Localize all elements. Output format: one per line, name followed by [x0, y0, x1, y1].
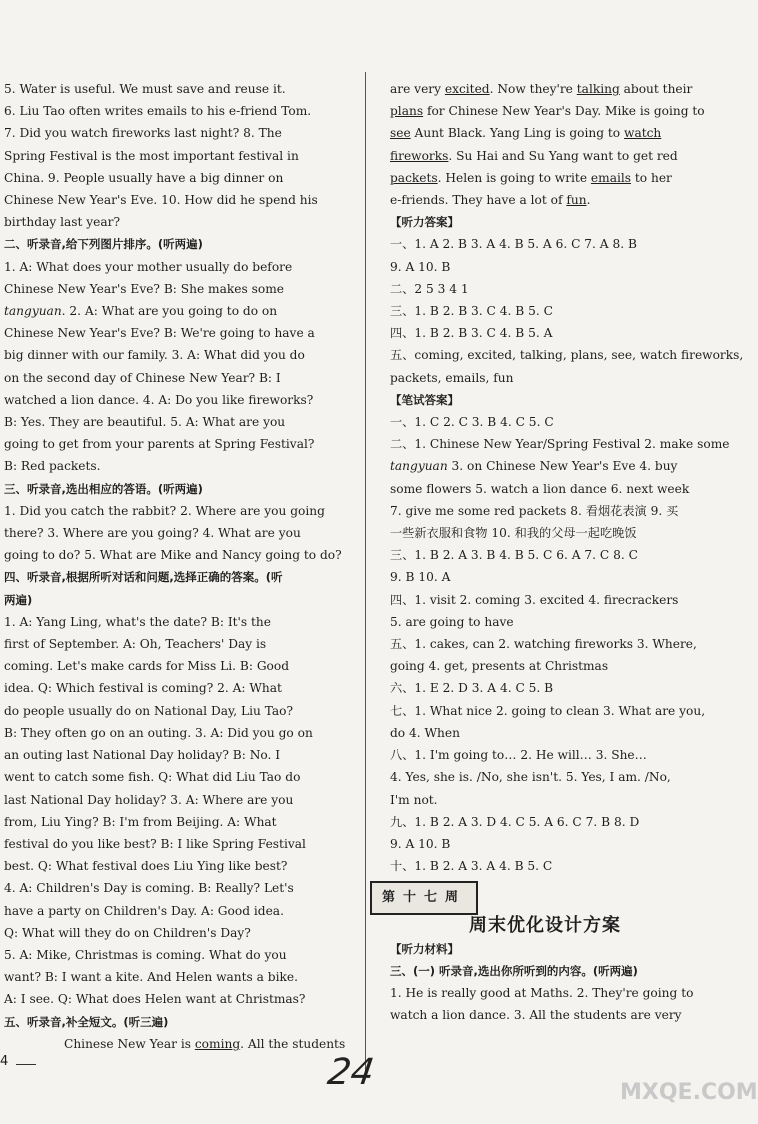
text-line: 二、1. Chinese New Year/Spring Festival 2. make some — [390, 437, 730, 452]
text-line — [390, 189, 700, 211]
text-line: festival do you like best? B: I like Spring Festival — [4, 836, 306, 851]
text-line: there? 3. Where are you going? 4. What are you — [4, 526, 301, 541]
section-heading: 四、听录音,根据所听对话和问题,选择正确的答案。(听 — [4, 570, 283, 585]
text-line: 7. Did you watch fireworks last night? 8. The — [4, 126, 282, 141]
text-line: want? B: I want a kite. And Helen wants a bike. — [4, 970, 298, 985]
text-span: for Chinese New Year's Day. Mike is going to — [423, 104, 705, 119]
answer-word: talking — [576, 82, 620, 96]
text-line: some flowers 5. watch a lion dance 6. next week — [390, 481, 690, 496]
text-line: 1. Did you catch the rabbit? 2. Where are you going — [4, 503, 325, 518]
text-line: Q: What will they do on Children's Day? — [4, 925, 251, 940]
text-span: e-friends. They have a lot of — [390, 193, 567, 208]
text-line: Chinese New Year's Eve? B: We're going to have a — [4, 326, 315, 341]
handwritten-note: 24 — [325, 1052, 377, 1093]
text-span: . All the students — [240, 1036, 346, 1051]
section-heading: 三、听录音,选出相应的答语。(听两遍) — [4, 481, 203, 496]
text-line: 三、1. B 2. B 3. C 4. B 5. C — [390, 304, 553, 319]
text-span: Aunt Black. Yang Ling is going to — [410, 126, 625, 141]
page-number: 4 — [0, 1054, 9, 1069]
text-line: last National Day holiday? 3. A: Where are you — [4, 792, 294, 807]
text-line: an outing last National Day holiday? B: No. I — [4, 748, 281, 763]
text-line — [390, 455, 700, 477]
text-line: went to catch some fish. Q: What did Liu Tao do — [4, 770, 301, 785]
text-line — [390, 167, 700, 189]
text-line: have a party on Children's Day. A: Good idea. — [4, 903, 284, 918]
text-line — [390, 145, 700, 167]
text-line: 1. A: What does your mother usually do before — [4, 259, 293, 274]
page-number-rule — [16, 1064, 36, 1065]
text-line: Chinese New Year's Eve? B: She makes some — [4, 281, 284, 296]
italic-word: tangyuan — [4, 304, 62, 319]
section-heading: 二、听录音,给下列图片排序。(听两遍) — [4, 237, 203, 252]
text-line: idea. Q: Which festival is coming? 2. A: What — [4, 681, 282, 696]
answer-word: plans — [390, 104, 424, 119]
text-line: 1. He is really good at Maths. 2. They're going to — [390, 985, 694, 1000]
text-line: Chinese New Year's Eve. 10. How did he spend his — [4, 193, 318, 208]
text-line: China. 9. People usually have a big dinner on — [4, 170, 284, 185]
section-heading: 【听力答案】 — [390, 215, 459, 230]
text-line: 一、1. C 2. C 3. B 4. C 5. C — [390, 415, 554, 430]
answer-word: excited — [444, 82, 490, 96]
text-line: 二、2 5 3 4 1 — [390, 281, 469, 296]
text-line: do people usually do on National Day, Liu Tao? — [4, 703, 294, 718]
text-line — [4, 1033, 344, 1055]
text-span: . Su Hai and Su Yang want to get red — [448, 148, 678, 163]
text-line: 9. A 10. B — [390, 259, 451, 274]
text-line: 三、1. B 2. A 3. B 4. B 5. C 6. A 7. C 8. C — [390, 548, 638, 563]
week-badge: 第十七周 — [370, 881, 478, 915]
text-line: watched a lion dance. 4. A: Do you like fireworks? — [4, 392, 314, 407]
text-span: . 2. A: What are you going to do on — [61, 304, 278, 319]
text-line: big dinner with our family. 3. A: What did you do — [4, 348, 305, 363]
section-heading: 三、(一) 听录音,选出你所听到的内容。(听两遍) — [390, 963, 638, 978]
text-line: 四、1. visit 2. coming 3. excited 4. firecrackers — [390, 592, 679, 607]
text-line: Spring Festival is the most important festival in — [4, 148, 299, 163]
right-column — [382, 78, 744, 1026]
text-line: B: They often go on an outing. 3. A: Did you go on — [4, 725, 313, 740]
text-line: do 4. When — [390, 725, 460, 740]
answer-word: fireworks — [390, 148, 449, 163]
text-line — [390, 122, 700, 144]
answer-word: packets — [390, 170, 438, 185]
text-line: 6. Liu Tao often writes emails to his e-friend Tom. — [4, 104, 312, 119]
section-heading: 两遍) — [4, 592, 33, 607]
text-line: 7. give me some red packets 8. 看烟花表演 9. 买 — [390, 503, 679, 518]
text-line: 4. Yes, she is. /No, she isn't. 5. Yes, I am. /No, — [390, 770, 671, 785]
text-line: first of September. A: Oh, Teachers' Day is — [4, 637, 267, 652]
left-column — [4, 78, 344, 1055]
text-line: packets, emails, fun — [390, 370, 514, 385]
week-badge-line — [382, 881, 700, 915]
text-span: about their — [619, 82, 693, 96]
text-span: 3. on Chinese New Year's Eve 4. buy — [447, 459, 678, 474]
text-line: 5. are going to have — [390, 614, 514, 629]
text-span: . Now they're — [489, 82, 577, 96]
section-heading: 【笔试答案】 — [390, 392, 459, 407]
text-line: A: I see. Q: What does Helen want at Christmas? — [4, 992, 306, 1007]
text-line: best. Q: What festival does Liu Ying like best? — [4, 859, 288, 874]
text-line: going to get from your parents at Spring Festival? — [4, 437, 315, 452]
text-line: 十、1. B 2. A 3. A 4. B 5. C — [390, 859, 553, 874]
text-line: 9. A 10. B — [390, 836, 451, 851]
text-line — [390, 78, 700, 100]
text-line: 九、1. B 2. A 3. D 4. C 5. A 6. C 7. B 8. D — [390, 814, 640, 829]
answer-word: emails — [590, 170, 632, 185]
text-span: to her — [631, 170, 672, 185]
text-line: B: Red packets. — [4, 459, 101, 474]
text-line: 一些新衣服和食物 10. 和我的父母一起吃晚饭 — [390, 526, 637, 541]
text-line: 5. Water is useful. We must save and reuse it. — [4, 82, 286, 96]
text-line: 一、1. A 2. B 3. A 4. B 5. A 6. C 7. A 8. B — [390, 237, 637, 252]
text-span: . Helen is going to write — [437, 170, 591, 185]
answer-word: see — [390, 126, 411, 141]
answer-word: watch — [624, 126, 662, 141]
text-line: watch a lion dance. 3. All the students are very — [390, 1008, 682, 1023]
section-heading: 五、听录音,补全短文。(听三遍) — [4, 1014, 169, 1029]
text-line: 八、1. I'm going to… 2. He will… 3. She… — [390, 748, 647, 763]
text-line — [4, 300, 344, 322]
text-span: Chinese New Year is — [64, 1036, 195, 1051]
text-span: are very — [390, 82, 445, 96]
text-line: going 4. get, presents at Christmas — [390, 659, 609, 674]
section-heading: 【听力材料】 — [390, 941, 459, 956]
text-line: 9. B 10. A — [390, 570, 451, 585]
column-divider — [365, 72, 366, 1072]
text-line: 六、1. E 2. D 3. A 4. C 5. B — [390, 681, 554, 696]
text-line: 5. A: Mike, Christmas is coming. What do you — [4, 947, 287, 962]
watermark: MXQE.COM — [620, 1080, 758, 1105]
text-line: on the second day of Chinese New Year? B: I — [4, 370, 281, 385]
text-line: birthday last year? — [4, 215, 121, 230]
answer-word: coming — [194, 1036, 241, 1051]
text-line: 1. A: Yang Ling, what's the date? B: It's the — [4, 614, 271, 629]
text-line: going to do? 5. What are Mike and Nancy going to do? — [4, 548, 342, 563]
italic-word: tangyuan — [390, 459, 448, 474]
text-span: . — [586, 193, 591, 208]
text-line: 七、1. What nice 2. going to clean 3. What are you, — [390, 703, 706, 718]
text-line: I'm not. — [390, 792, 438, 807]
text-line: 四、1. B 2. B 3. C 4. B 5. A — [390, 326, 553, 341]
text-line: 4. A: Children's Day is coming. B: Really? Let's — [4, 881, 294, 896]
text-line: from, Liu Ying? B: I'm from Beijing. A: What — [4, 814, 277, 829]
text-line — [390, 100, 705, 122]
text-line: coming. Let's make cards for Miss Li. B: Good — [4, 659, 290, 674]
text-line: 五、1. cakes, can 2. watching fireworks 3. Where, — [390, 637, 697, 652]
answer-word: fun — [566, 193, 587, 208]
page-title: 周末优化设计方案 — [469, 915, 621, 937]
text-line: B: Yes. They are beautiful. 5. A: What are you — [4, 415, 286, 430]
text-line: 五、coming, excited, talking, plans, see, watch fireworks, — [390, 348, 744, 363]
